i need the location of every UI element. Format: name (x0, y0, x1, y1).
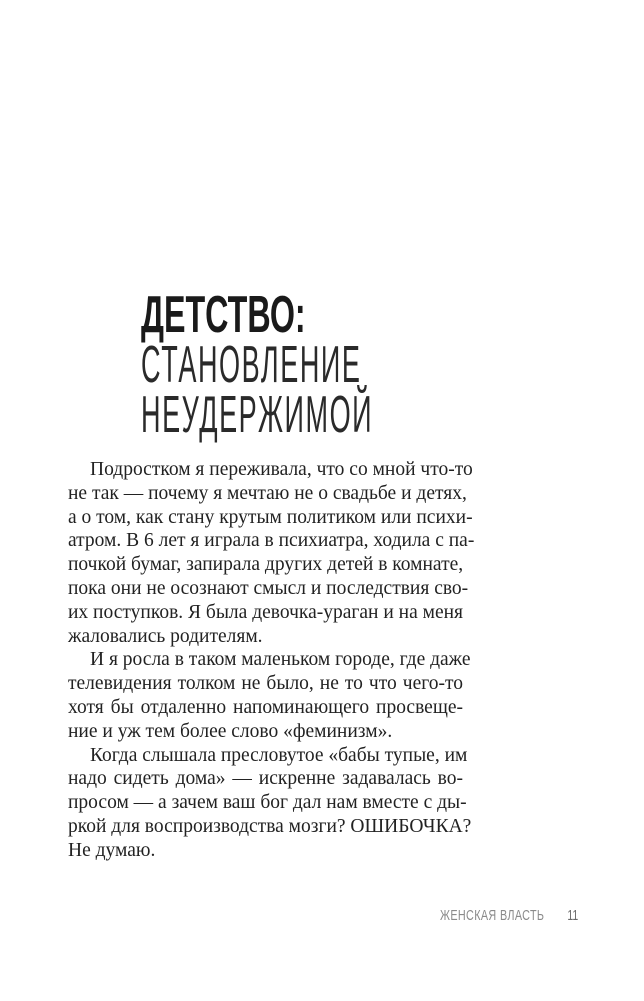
paragraph-2 (68, 648, 471, 743)
text-line: телевидения толком не было, не то что чего-то (68, 673, 463, 695)
text-line: надо сидеть дома» — искренне задавалась во- (68, 768, 463, 790)
text-line: пока они не осознают смысл и последствия сво- (68, 577, 469, 599)
chapter-title-line-1: ДЕТСТВО: (141, 286, 306, 344)
chapter-title-line-2: СТАНОВЛЕНИЕ (141, 336, 362, 394)
text-line: Когда слышала пресловутое «бабы тупые, им (90, 744, 468, 766)
text-line: жаловались родителям. (68, 625, 263, 647)
paragraph-1 (68, 458, 475, 648)
text-line: И я росла в таком маленьком городе, где даже (90, 649, 471, 671)
text-line: хотя бы отдаленно напоминающего просвеще- (68, 696, 463, 718)
text-line: ркой для воспроизводства мозги? ОШИБОЧКА? (68, 815, 472, 837)
text-line: их поступков. Я была девочка-ураган и на меня (68, 601, 464, 623)
text-line: атром. В 6 лет я играла в психиатра, ходила с па- (68, 530, 475, 552)
body-text (68, 458, 475, 863)
text-line: а о том, как стану крутым политиком или психи- (68, 506, 473, 528)
text-line: почкой бумаг, запирала других детей в комнате, (68, 554, 464, 576)
text-line: ние и уж тем более слово «феминизм». (68, 720, 393, 742)
page-number: 11 (567, 906, 579, 924)
running-title: ЖЕНСКАЯ ВЛАСТЬ (440, 906, 545, 924)
paragraph-3 (68, 744, 472, 863)
page-footer (440, 904, 581, 926)
text-line: просом — а зачем ваш бог дал нам вместе с ды- (68, 792, 467, 814)
text-line: Не думаю. (68, 839, 156, 861)
text-line: Подростком я переживала, что со мной что-то (90, 459, 473, 480)
chapter-title-line-3: НЕУДЕРЖИМОЙ (141, 386, 374, 444)
text-line: не так — почему я мечтаю не о свадьбе и детях, (68, 482, 467, 504)
chapter-title (141, 286, 401, 444)
